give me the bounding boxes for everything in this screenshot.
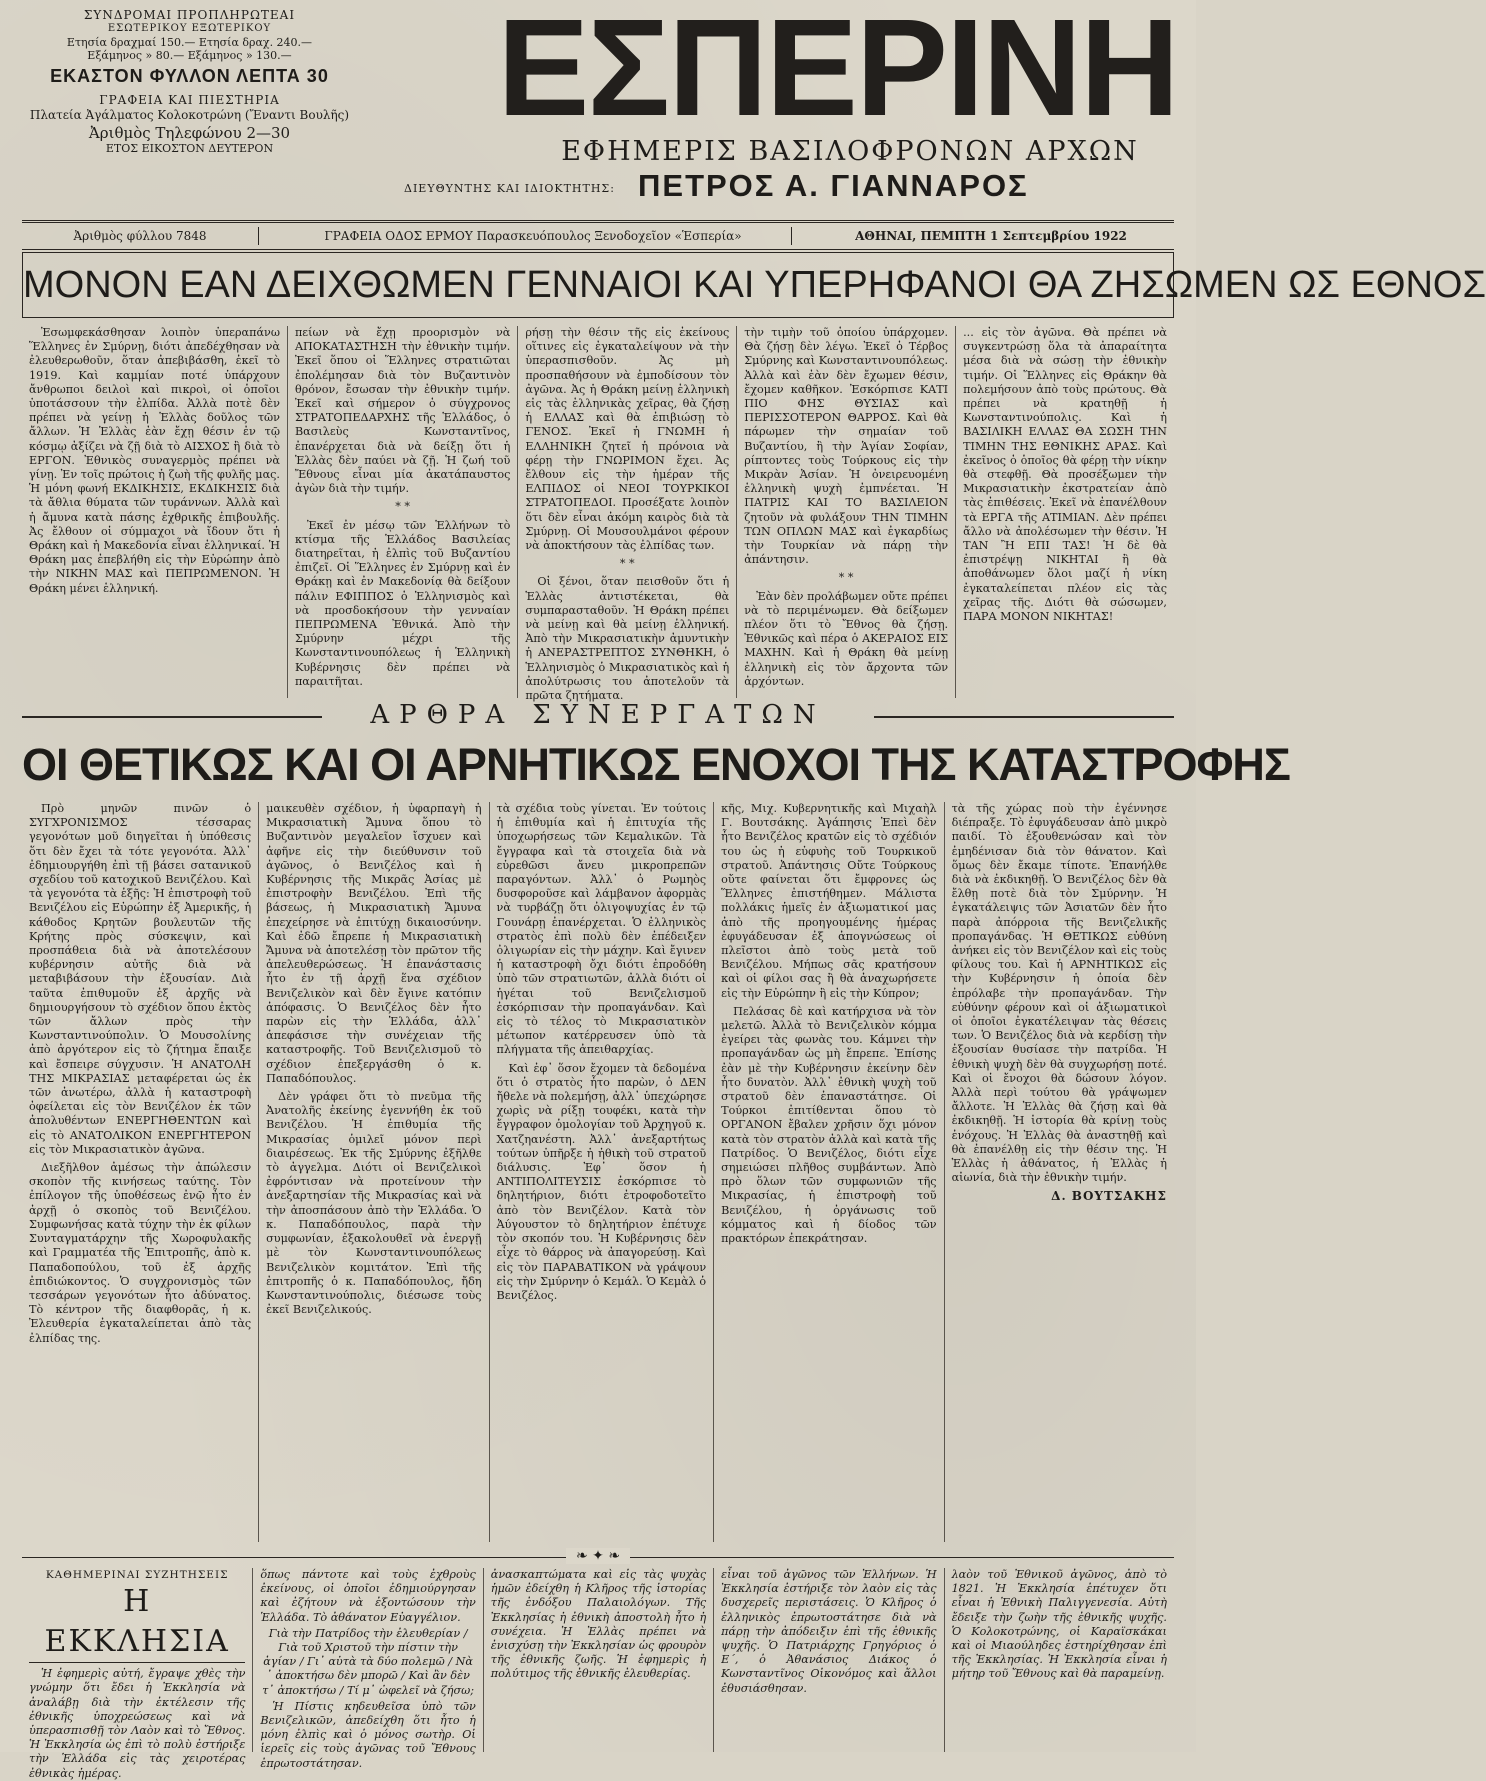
director-label: ΔΙΕΥΘΥΝΤΗΣ ΚΑΙ ΙΔΙΟΚΤΗΤΗΣ: — [404, 182, 615, 195]
lead-paragraph: πείων νὰ ἔχῃ προορισμὸν νὰ ΑΠΟΚΑΤΑΣΤΗΣΗ τὴν ἐθνικὴν τιμήν. Ἐκεῖ ὅπου οἱ Ἕλληνες στρατιῶται ἐπολέμησαν διὰ τὸν Βυζαντινὸν θρόνον, ἔσωσαν τὴν ἐθνικὴν τιμήν. Ἐκεῖ καὶ σήμερον ὁ σύγχρονος ΣΤΡΑΤΟΠΕΔΑΡΧΗΣ τῆς Ἑλλάδος, ὁ Βασιλεὺς Κωνσταντῖνος, ἐπανέρχεται διὰ νὰ δείξῃ ὅτι ἡ Ἑλλὰς δὲν παύει νὰ ζῇ. Ἡ ζωή τοῦ Ἔθνους εἶναι μία ἀκατάπαυστος ἀγὼν διὰ τὴν τιμήν. — [294, 326, 511, 496]
bottom-paragraph: ἀνασκαπτώματα καὶ εἰς τὰς ψυχὰς ἡμῶν ἐδείχθη ἡ Κλῆρος τῆς ἱστορίας τῆς ἐνδόξου Παλαιολόγων. Τῆς Ἐκκλησίας ἡ ἐθνικὴ ἀποστολὴ ἦτο ἡ συνέχεια. Ἡ Ἑλλὰς πρέπει νὰ ἐνισχύσῃ τὴν Ἐκκλησίαν ὡς φρουρὸν τῆς ἐθνικῆς ζωῆς. Ἡ ἐφημερὶς ἡ πολύτιμος τῆς ἐθνικῆς ἐλευθερίας. — [490, 1568, 707, 1681]
lead-article-column — [517, 326, 736, 703]
offices-location: ΓΡΑΦΕΙΑ ΟΔΟΣ ΕΡΜΟΥ Παρασκευόπουλος Ξενοδοχεῖον «Ἑσπερία» — [324, 229, 742, 243]
article-paragraph: κῆς, Μιχ. Κυβερνητικῆς καὶ Μιχαὴλ Γ. Βουτσάκης. Ἀγάπησις Ἐπεὶ δὲν ἦτο Βενιζέλος κρατῶν εἰς τὸ σχέδιόν του ὡς ἡ εὐφυὴς τοῦ Τουρκικοῦ στρατοῦ. Ἀπάντησις Οὔτε Τούρκους οὔτε φαίνεται ὅτι ἔμφρονες ὡς Ἕλληνες ἐπιστήθημεν. Μάλιστα πολλάκις ἡμεῖς ἐν ἀξιωματικοί μας ἀπὸ τῆς προηγουμένης ἡμέρας ἐφυγάδευσαν ἐξ ἀπογνώσεως οἱ πλεῖστοι ἀπὸ τοὺς μετὰ τοῦ Βενιζέλου. Μήπως σᾶς κρατήσουν καὶ οἱ φίλοι σας ἢ θὰ ἀναχωρήσετε εἰς τὴν Εὐρώπην ἢ εἰς τὴν Κύπρον; — [721, 802, 937, 1000]
ornament-divider — [22, 1548, 1174, 1566]
main-article-column — [258, 802, 488, 1542]
bottom-article-title: Η ΕΚΚΛΗΣΙΑ — [29, 1582, 245, 1663]
article-paragraph: μαικευθὲν σχέδιον, ἡ ὑφαρπαγὴ ἡ Μικρασιατικὴ Ἄμυνα ὅπου τὸ Βυζαντινὸν μεγαλεῖον ἴσχυεν καὶ ἀφῆνε εἰς τὴν διεύθυνσιν τοῦ ἀγῶνος, ὁ Βενιζέλος καὶ ἡ Κυβέρνησις τῆς Μικρᾶς Ἀσίας μὲ ἐπιστροφὴν Βενιζέλου. Ἐπὶ τῆς βάσεως, ἡ Μικρασιατικὴ Ἄμυνα ἐπεχείρησε νὰ ἐπιτύχῃ δικαιοσύνην. Καὶ ἐδῶ ἔπρεπε ἡ Μικρασιατικὴ Ἄμυνα νὰ ἀποτελέσῃ τὸν πρῶτον τῆς ἀπελευθερώσεως. Ἡ ἐπανάστασις ἦτο ἐν τῇ ἀρχῇ ἕνα σχέδιον Βενιζελικὸν καὶ δὲν ἔγινε κατόπιν ἀπόφασις. Ὁ Βενιζέλος δὲν ἦτο παρὼν εἰς τὴν Ἑλλάδα, ἀλλ᾽ ἀπεφάσισε τὴν συνέχειαν τῆς καταστροφῆς. Τοῦ Βενιζελισμοῦ τὸ σχέδιον ἐπεξεργάσθη ὁ κ. Παπαδόπουλος. — [266, 802, 482, 1085]
section-heading-text: ΑΡΘΡΑ ΣΥΝΕΡΓΑΤΩΝ — [370, 700, 826, 730]
article-paragraph: τὰ τῆς χώρας ποὺ τὴν ἐγέννησε διέπραξε. Τὸ ἐφυγάδευσαν ἀπὸ μικρὸ παιδί. Τὸ ἐξουθενώσαν καὶ τὸν ἐμηδένισαν διὰ τὸν θάνατον. Καὶ ὅμως δὲν ἔκαμε τίποτε. Ἐπανήλθε διὰ νὰ ἐκδικηθῇ. Ὁ Βενιζέλος δὲν θὰ ἔλθῃ ποτὲ διὰ τὸν Σμύρνην. Ἡ ἐγκατάλειψις τῶν Ἀσιατῶν δὲν ἦτο παρὰ ἀπόρροια τῆς Βενιζελικῆς προπαγάνδας. Ἡ ΘΕΤΙΚΩΣ εὐθύνη ἀνήκει εἰς τὸν Βενιζέλον καὶ εἰς τοὺς φίλους του. Καὶ ἡ ΑΡΝΗΤΙΚΩΣ εἰς τὴν Κυβέρνησιν ἡ ὁποία δὲν ἐπρόλαβε τὴν προπαγάνδαν. Τὴν εὐθύνην φέρουν καὶ οἱ ἀξιωματικοὶ οἱ ὁποῖοι ἐγκατέλειψαν τὰς θέσεις των. Ὁ Βενιζέλος διὰ νὰ κερδίσῃ τὴν ἐξουσίαν θυσίασε τὴν πατρίδα. Ἡ ἐθνικὴ ψυχὴ δὲν θὰ συγχωρήσῃ ποτέ. Καὶ οἱ ἔνοχοι θὰ δώσουν λόγον. Ἀλλὰ περὶ τούτου θὰ γράψωμεν ἄλλοτε. Ἡ Ἑλλὰς θὰ ζήσῃ καὶ θὰ ἐκδικηθῇ. Ἡ ἱστορία θὰ κρίνῃ τοὺς ἐνόχους. Ἡ Ἑλλὰς θὰ ἀναστηθῇ καὶ θὰ ἐπανέλθῃ εἰς τὴν θέσιν της. Ἡ Ἑλλὰς ἡ ἀθάνατος, ἡ Ἑλλὰς ἡ αἰωνία, διὰ τὴν ἐθνικὴν τιμήν. — [951, 802, 1167, 1185]
main-article — [22, 802, 1174, 1542]
info-divider — [791, 227, 808, 245]
lead-article-column — [287, 326, 517, 698]
bottom-article — [22, 1568, 1174, 1780]
verse-text: Γιὰ τὴν Πατρίδος τὴν ἐλευθερίαν / Γιὰ τοῦ Χριστοῦ τὴν πίστιν τὴν ἁγίαν / Γι᾽ αὐτὰ τὰ δύο πολεμῶ / Νὰ ᾽ ἀποκτήσω δὲν μπορῶ / Καὶ ἂν δὲν τ᾽ ἀποκτήσω / Τί μ᾽ ὠφελεῖ νὰ ζήσω; — [262, 1626, 475, 1697]
lead-paragraph: Ἐκεῖ ἐν μέσῳ τῶν Ἑλλήνων τὸ κτίσμα τῆς Ἑλλάδος Βασιλείας διατηρεῖται, ἡ ἐλπὶς τοῦ Βυζαντίου ἐπιζεῖ. Οἱ Ἕλληνες ἐν Σμύρνῃ καὶ ἐν Θράκῃ καὶ ἐν Μακεδονίᾳ θὰ δείξουν πάλιν ΕΦΙΠΠΟΣ ὁ Ἑλληνισμὸς καὶ νὰ προσδοκήσουν τὴν γενναίαν ΠΕΠΡΩΜΕΝΑ Ἐθνικά. Ἀπὸ τὴν Σμύρνην μέχρι τῆς Κωνσταντινουπόλεως ἡ Ἑλληνικὴ Κυβέρνησις δὲν πρέπει νὰ παραιτῆται. — [294, 518, 511, 688]
ornament-icon: ❧ ✦ ❧ — [566, 1548, 630, 1564]
phone-number: Ἀριθμὸς Τηλεφώνου 2—30 — [88, 124, 291, 142]
lead-paragraph: ... εἰς τὸν ἀγῶνα. Θὰ πρέπει νὰ συγκεντρώσῃ ὅλα τὰ ἀπαραίτητα μέσα διὰ νὰ σώσῃ τὴν ἐθνικὴν τιμήν. Οἱ Ἕλληνες εἰς Θράκην θὰ πολεμήσουν ἀπὸ τοὺς πρώτους. Θὰ πρέπει νὰ κρατηθῇ ἡ Κωνσταντινούπολις. Καὶ ἡ ΒΑΣΙΛΙΚΗ ΕΛΛΑΣ ΘΑ ΣΩΣΗ ΤΗΝ ΤΙΜΗΝ ΤΗΣ ΕΘΝΙΚΗΣ ΑΡΑΣ. Καὶ ἐκεῖνος ὁ ὁποῖος θὰ φέρῃ τὴν νίκην θὰ στεφθῇ. Θὰ προσέξωμεν τὴν Μικρασιατικὴν ἐκστρατείαν ἀπὸ τὰς ἐπιθέσεις. Ἐκεῖ νὰ ἐπανέλθουν τὰ ΕΡΓΑ τῆς ΑΤΙΜΙΑΝ. Δὲν πρέπει ἄλλο νὰ ἀπολέσωμεν τὴν θέσιν. Ἡ ΤΑΝ Ἢ ΕΠΙ ΤΑΣ! Ἡ δὲ θὰ ἐπιστρέψῃ ΝΙΚΗΤΑΙ ἢ θὰ ἀποθάνωμεν ὅλοι μαζί ἡ νίκη ἐγκαταλείπεται πλέον εἰς τὰς χεῖρας τῆς. Διότι θὰ σώσωμεν, ΠΑΡΑ ΜΟΝΟΝ ΝΙΚΗΤΑΣ! — [963, 326, 1167, 624]
bottom-paragraph: εἶναι τοῦ ἀγῶνος τῶν Ἑλλήνων. Ἡ Ἐκκλησία ἐστήριξε τὸν λαὸν εἰς τὰς δυσχερεῖς περιστάσεις. Ὁ Κλῆρος ὁ ἑλληνικὸς ἐπρωτοστάτησε διὰ νὰ πάρῃ τὴν ἀπόδειξιν ἐπὶ τῆς ἐθνικῆς ψυχῆς. Ὁ Πατριάρχης Γρηγόριος ὁ Ε΄, ὁ Ἀθανάσιος Διάκος ὁ Κωνσταντῖνος Οἰκονόμος καὶ ἄλλοι ἐθυσιάσθησαν. — [721, 1568, 937, 1695]
bottom-paragraph: Ἡ ἐφημερὶς αὐτή, ἔγραψε χθὲς τὴν γνώμην ὅτι ἔδει ἡ Ἐκκλησία νὰ ἀναλάβῃ διὰ τὴν ἐκτέλεσιν τῆς ἐθνικῆς ὑποχρεώσεως καὶ νὰ ὑπερασπισθῇ τὸν Λαὸν καὶ τὸ Ἔθνος. Ἡ Ἐκκλησία ὡς ἐπὶ τὸ πολὺ ἐστήριξε τὴν Ἑλλάδα εἰς τὰς χειροτέρας ἐθνικὰς ἡμέρας. — [29, 1667, 246, 1780]
article-paragraph: τὰ σχέδια τοὺς γίνεται. Ἐν τούτοις ἡ ἐπιθυμία καὶ ἡ ἐπιτυχία τῆς ὑποχωρήσεως τῶν Κεμαλικῶν. Τὰ ἔγγραφα καὶ τὰ στοιχεῖα διὰ νὰ εὑρεθῶσι ἄνευ μικροπρεπῶν παραγόντων. Ἀλλ᾽ ὁ Ρωμηὸς δυσφοροῦσε καὶ λάμβανον ἀφορμὰς νὰ τυρβάζῃ ὅτι ὀλιγοψυχίας ἐν τῷ Γουνάρῃ ἐπανέρχεται. Ὁ ἐλληνικὸς στρατὸς ἐπὶ πολὺ δὲν ἐπέδειξεν ὀλιγωρίαν εἰς τὴν μάχην. Καὶ ἔγινεν ἡ καταστροφὴ ὄχι διότι ἐπροδόθη ὑπὸ τῶν στρατιωτῶν, ἀλλὰ διότι οἱ ἡγέται τοῦ Βενιζελισμοῦ ἐσκόρπισαν τὴν προπαγάνδαν. Καὶ εἰς τὸ τέλος τὸ Μικρασιατικὸν μέτωπον κατέρρευσεν ὑπὸ τὰ πλήγματα τῆς ἀπειθαρχίας. — [496, 802, 707, 1057]
lead-article — [22, 326, 1174, 703]
main-headline: ΜΟΝΟΝ ΕΑΝ ΔΕΙΧΘΩΜΕΝ ΓΕΝΝΑΙΟΙ ΚΑΙ ΥΠΕΡΗΦΑΝΟΙ ΘΑ ΖΗΣΩΜΕΝ ΩΣ ΕΘΝΟΣ — [22, 252, 1174, 318]
director-name: ΠΕΤΡΟΣ Α. ΓΙΑΝΝΑΡΟΣ — [638, 168, 1029, 203]
article-paragraph: Πελάσας δὲ καὶ κατήρχισα νὰ τὸν μελετῶ. Ἀλλὰ τὸ Βενιζελικὸν κόμμα ἐγείρει τὰς φωνὰς του. Κάμνει τὴν προπαγάνδαν ὡς μὴ ἔπρεπε. Ἐπίσης ἐὰν μὲ τὴν Κυβέρνησιν ἐκείνην δὲν ἦτο δυνατὸν. Ἀλλ᾽ ἐθνικὴ ψυχὴ τοῦ στρατοῦ δὲν ἐπαναστάτησε. Οἱ Τούρκοι ἐπιτίθενται ὅπου τὸ ΟΡΓΑΝΟΝ ἔβαλεν χρῆσιν ὅχι μόνον κατὰ τὸν στρατὸν ἀλλὰ καὶ κατὰ τῆς Πατρίδος. Ὁ Βενιζέλος, διότι εἶχε σημειώσει πλῆθος συμβάντων. Ἀπὸ πρὸ ὅλων τῶν συμφωνιῶν τῆς Μικρασίας, ἡ ἐπιστροφὴ τοῦ Βενιζέλου, ἡ ὀργάνωσις τοῦ κόμματος καὶ ἡ δίοδος τῶν πρακτόρων ἐπεκράτησαν. — [721, 1004, 937, 1246]
bottom-article-column — [252, 1568, 482, 1770]
asterism-divider: * * — [838, 571, 854, 585]
prices-line-2: Εξάμηνος » 80.— Εξάμηνος » 130.— — [87, 49, 292, 62]
bottom-article-column — [483, 1568, 713, 1752]
lead-paragraph: Ἐὰν δὲν προλάβωμεν οὔτε πρέπει νὰ τὸ περιμένωμεν. Θὰ δείξωμεν πλέον ὅτι τὸ Ἔθνος θὰ ζήσῃ. Ἐθνικῶς καὶ πέρα ὁ ΑΚΕΡΑΙΟΣ ΕΙΣ ΜΑΧΗΝ. Καὶ ἡ Θράκη θὰ μείνῃ ἑλληνικὴ εἰς τὸν ἄρχοντα τῶν ἀρχόντων. — [744, 589, 949, 688]
price-per-sheet: ΕΚΑΣΤΟΝ ΦΥΛΛΟΝ ΛΕΠΤΑ 30 — [50, 66, 329, 86]
offices-address: Πλατεία Ἀγάλματος Κολοκοτρώνη (Ἔναντι Βουλῆς) — [29, 108, 350, 122]
lead-article-column — [955, 326, 1174, 698]
masthead-subscription-block — [22, 8, 357, 156]
article-paragraph: Καὶ ἐφ᾽ ὅσον ἔχομεν τὰ δεδομένα ὅτι ὁ στρατὸς ἦτο παρὼν, ὁ ΔΕΝ ἤθελε νὰ πολεμήσῃ, ἀλλ᾽ ὑπεχώρησε χωρὶς νὰ ρίξῃ τουφέκι, κατὰ τὴν ἔγγραφον ὁμολογίαν τοῦ Ἀρχηγοῦ κ. Χατζηανέστη. Ἀλλ᾽ ἀνεξαρτήτως τούτων ὑπῆρξε ἡ ἠθικὴ τοῦ στρατοῦ διάλυσις. Ἐφ᾽ ὅσον ἡ ΑΝΤΙΠΟΛΙΤΕΥΣΙΣ ἐσκόρπισε τὸ δηλητήριον, διότι ἐτροφοδοτεῖτο ἀπὸ τὸν Βενιζέλον. Κατὰ τὸν Ἀύγουστον τὸ δηλητήριον ἐπέτυχε τὸν σκοπόν του. Ἡ Κυβέρνησις δὲν εἶχε τὸ θάρρος νὰ ἀπαγορεύσῃ. Καὶ εἰς τὸν ΠΑΡΑΒΑΤΙΚΟΝ νὰ γράψουν εἰς τὴν Σμύρνην ὁ Κεμάλ. Ὁ Κεμὰλ ὁ Βενιζέλος. — [496, 1061, 707, 1302]
lead-paragraph: Οἱ ξένοι, ὅταν πεισθοῦν ὅτι ἡ Ἑλλὰς ἀντιστέκεται, θὰ συμπαρασταθοῦν. Ἡ Θράκη πρέπει νὰ μείνῃ καὶ θὰ μείνῃ ἑλληνική. Ἀπὸ τὴν Μικρασιατικὴν ἀμυντικὴν ἡ ΑΝΕΡΑΣΤΡΕΠΤΟΣ ΣΥΝΘΗΚΗ, ὁ Ἑλληνισμὸς ὁ Μικρασιατικὸς καὶ ἡ ἀπολύτρωσις του ἀποτελοῦν τὰ πρῶτα ζητήματα. — [525, 575, 730, 703]
lead-paragraph: ρήσῃ τὴν θέσιν τῆς εἰς ἐκείνους οἵτινες εἰς ἐγκαταλείψουν νὰ τὴν ὑπερασπισθοῦν. Ἀς μὴ προσπαθήσουν νὰ ἐμποδίσουν τὸν ἀγῶνα. Ἀς ἡ Θράκη μείνῃ ἑλληνικὴ εἰς τὰς ἑλληνικὰς χεῖρας, θὰ ζήσῃ ἡ ΕΛΛΑΣ καὶ θὰ ἐπιβιώσῃ τὸ ΓΕΝΟΣ. Ἐκεῖ ἡ ΓΝΩΜΗ ἡ ΕΛΛΗΝΙΚΗ ζητεῖ ἡ πρόνοια νὰ φέρῃ τὴν ΓΝΩΡΙΜΟΝ ἔχει. Ἀς ἔλθουν εἰς τὴν ἡμέραν τῆς ΕΛΠΙΔΟΣ οἱ ΝΕΟΙ ΤΟΥΡΚΙΚΟΙ ΣΤΡΑΤΟΠΕΔΟΙ. Προσέξατε λοιπὸν ὅτι δὲν εἶναι ἀκόμη καιρὸς διὰ τὰ Σμύρνῃ. Οἱ Μουσουλμάνοι φέρουν νὰ ἀποκτήσουν τὰς ἐλπίδας των. — [525, 326, 730, 553]
issue-info-bar — [22, 220, 1174, 250]
series-label: ΚΑΘΗΜΕΡΙΝΑΙ ΣΥΖΗΤΗΣΕΙΣ — [45, 1569, 229, 1581]
article-paragraph: Πρὸ μηνῶν πινῶν ὁ ΣΥΓΧΡΟΝΙΣΜΟΣ τέσσαρας γεγονότων μοῦ διηγεῖται ἡ ὑπόθεσις ὅτι δὲν ἔχει τὰ τότε γεγονότα. Ἀλλ᾽ ἐδημιουργήθη ἐπὶ τῇ βάσει σατανικοῦ σχεδίου τοῦ κατοχικοῦ Βενιζέλου. Καὶ τὰ γεγονότα τὰ ἑξῆς: Ἡ ἐπιστροφὴ τοῦ Βενιζέλου εἰς Εὐρώπην ἐξ Ἀμερικῆς, ἡ κάθοδος Κρητῶν βουλευτῶν τῆς Κρήτης πρὸς σύσκεψιν, καὶ προσπάθεια διὰ νὰ ἀποτελέσουν κυβέρνησιν αὐτῆς διὰ νὰ μεταβιβάσουν τὴν ἐξουσίαν. Διὰ ταῦτα ἐπιθυμοῦν ἐξ ἀρχῆς νὰ δημιουργήσουν τὸ σχέδιον ὅπου ἐκτὸς τῶν ἄλλων πρὸς τὴν Κωνσταντινούπολιν. Ὁ Μουσολίνης ἀπὸ ἀργότερον εἰς τὸ ζήτημα ἔπαιξε καὶ ἔσπειρε σύγχυσιν. Ἡ ΑΝΑΤΟΛΗ ΤΗΣ ΜΙΚΡΑΣΙΑΣ μεταφέρεται ὡς ἐκ τῶν ἀνωτέρω, ἀλλὰ ἡ καταστροφὴ ὀφείλεται εἰς τὸν Βενιζέλον ἐκ τῶν ἀπολυθέντων ΕΝΕΡΓΗΘΕΝΤΩΝ καὶ εἰς τὸ ΑΝΑΤΟΛΙΚΟΝ ΕΝΕΡΓΗΤΕΡΟΝ εἰς τὸν Μικρασιατικὸν ἀγῶνα. — [29, 802, 252, 1156]
main-article-column — [944, 802, 1174, 1542]
asterism-divider: * * — [619, 557, 635, 571]
lead-article-column — [22, 326, 287, 698]
section-heading — [22, 700, 1174, 732]
lead-paragraph: τὴν τιμὴν τοῦ ὁποίου ὑπάρχομεν. Θὰ ζήσῃ δὲν λέγω. Ἐκεῖ ὁ Τέρβος Σμύρνης καὶ Κωνσταντινουπόλεως. Ἀλλὰ καὶ ἐὰν δὲν ἔχωμεν θέσιν, ἔχομεν καθῆκον. Ἐσκόρπισε ΚΑΤΙ ΠΙΟ ΦΗΣ ΘΥΣΙΑΣ καὶ ΠΕΡΙΣΣΟΤΕΡΟΝ ΘΑΡΡΟΣ. Καὶ θὰ πάρωμεν τὴν σημαίαν τοῦ Βυζαντίου, ἢ τὴν Ἁγίαν Σοφίαν, ρίπτοντες τοὺς Τούρκους εἰς τὴν Μικρὰν Ἀσίαν. Ἡ ὀνειρευομένη ἑλληνικὴ ψυχὴ ἐμπνέεται. Ἡ ΠΑΤΡΙΣ ΚΑΙ ΤΟ ΒΑΣΙΛΕΙΟΝ ζητοῦν νὰ φυλάξουν ΤΗΝ ΤΙΜΗΝ ΤΩΝ ΟΠΛΩΝ ΜΑΣ καὶ ἐγκαρδίως τὴν Τουρκίαν νὰ πάρῃ τὴν ἀπάντησιν. — [744, 326, 949, 567]
main-article-column — [713, 802, 943, 1542]
bottom-paragraph: ὅπως πάντοτε καὶ τοὺς ἐχθροὺς ἐκείνους, οἱ ὁποῖοι ἐδημιούργησαν καὶ ἐζήτουν νὰ ἐξοντώσουν τὴν Ἑλλάδα. Τὸ ἀθάνατον Εὐαγγέλιον. — [260, 1568, 476, 1624]
lead-paragraph: Ἐσωμφεκάσθησαν λοιπὸν ὑπεραπάνω Ἕλληνες ἐν Σμύρνῃ, διότι ἀπεδέχθησαν νὰ ἐλευθερωθοῦν, ὅταν ἀπεβιβάσθη, ἐκεῖ τὸ 1919. Καὶ καμμίαν ποτέ ὑπάρχουν ἄνθρωποι δειλοὶ καὶ πικροὶ, οἱ ὁποῖοι ὑποτάσσουν τὴν ἐλπίδα. Ἀλλὰ ποτὲ δὲν πρέπει νὰ γείνῃ ἡ Ἑλλὰς δοῦλος τῶν ἄλλων. Ἡ Ἑλλὰς ἐὰν ἔχῃ θέσιν ἐν τῷ κόσμῳ ἀξίζει νὰ ζῇ διὰ τὸ ΑΙΣΧΟΣ ἢ διὰ τὸ ΕΡΓΟΝ. Ἐθνικὸς συναγερμὸς πρέπει νὰ γίνῃ. Ἐν τοῖς πρώτοις ἡ ζωὴ τῆς φυλῆς μας. Ἡ μόνη φωνή ΕΚΔΙΚΗΣΙΣ, ΕΚΔΙΚΗΣΙΣ διὰ τὰ ἄθλια θύματα τῶν τυράννων. Ἀλλὰ καὶ ἡ ἄμυνα κατὰ πάσης ἐχθρικῆς ἐπιβουλῆς. Ἀς ἔλθουν οἱ σύμμαχοι νὰ ἴδουν ὅτι ἡ Θράκη καὶ ἡ Μακεδονία εἶναι ἑλληνικαί. Ἡ Θράκη μας ἐπεβλήθη εἰς τὴν Εὐρώπην ἀπὸ τὴν ΝΙΚΗΝ ΜΑΣ καὶ ΠΕΠΡΩΜΕΝΟΝ. Ἡ Θράκη μένει ἑλληνική. — [29, 326, 280, 595]
article-paragraph: Δὲν γράφει ὅτι τὸ πνεῦμα τῆς Ἀνατολῆς ἐκείνης ἐγεννήθη ἐκ τοῦ Βενιζέλου. Ἡ ἐπιθυμία τῆς Μικρασίας ὁμιλεῖ μόνον περὶ διαιρέσεως. Ἐκ τῆς Σμύρνης ἐξῆλθε τὸ ἀγγελμα. Διότι οἱ Βενιζελικοὶ ἐφρόντισαν νὰ προτείνουν τὴν ἀνεξαρτησίαν τῆς Μικρασίας καὶ νὰ τὴν ἀποσπάσουν ἀπὸ τὴν Ἑλλάδα. Ὁ κ. Παπαδόπουλος, παρὰ τὴν συμφωνίαν, ἐξακολουθεῖ νὰ ἐνεργῇ μὲ τὸν Κωνσταντινουπόλεως Βενιζελικὸν κομιτάτον. Ἐπὶ τῆς ἐπιτροπῆς ὁ κ. Παπαδόπουλος, ἤδη Κωνσταντινούπολις, διέσωσε τοὺς ἐκεῖ Βενιζελικούς. — [266, 1090, 482, 1317]
subscription-subheading: ΕΣΩΤΕΡΙΚΟΥ ΕΞΩΤΕΡΙΚΟΥ — [107, 23, 272, 34]
author-signature: Δ. ΒΟΥΤΣΑΚΗΣ — [1051, 1189, 1167, 1204]
newspaper-logo: ΕΣΠΕΡΙΝΗ — [497, 0, 1178, 145]
article-paragraph: Διεξῆλθον ἀμέσως τὴν ἀπώλεσιν σκοπὸν τῆς κινήσεως ταύτης. Τὸν ἐπίλογον τῆς ὑποθέσεως ἐνῷ ἦτο ἐν ἀρχῇ ὁ σκοπὸς τοῦ Βενιζέλου. Συμφωνήσας κατὰ τύχην τὴν ἐκ φίλων Συνταγματάρχην τῆς Χωροφυλακῆς καὶ Γραμματέα τῆς Ἐπιτροπῆς, ἀπὸ κ. Παπαδοπούλου, τοῦ ἐξ ἀρχῆς ἐπιδιώκοντος. Ὁ συγχρονισμὸς τῶν τεσσάρων γεγονότων ἦτο ἀδύνατος. Τὸ κέντρον τῆς διαφθορᾶς, ἡ κ. Ἐλευθερία ἐγκαταλείπεται ἀπὸ τὰς ἐλπίδας της. — [29, 1161, 252, 1345]
article-title: ΟΙ ΘΕΤΙΚΩΣ ΚΑΙ ΟΙ ΑΡΝΗΤΙΚΩΣ ΕΝΟΧΟΙ ΤΗΣ ΚΑΤΑΣΤΡΟΦΗΣ — [22, 739, 1290, 790]
lead-article-column — [736, 326, 955, 698]
prices-line-1: Ετησία δραχμαί 150.— Ετησία δραχ. 240.— — [66, 36, 313, 49]
asterism-divider: * * — [395, 500, 411, 514]
subscription-heading: ΣΥΝΔΡΟΜΑΙ ΠΡΟΠΛΗΡΩΤΕΑΙ — [83, 8, 296, 22]
main-article-column — [22, 802, 258, 1542]
bottom-paragraph: Ἡ Πίστις κηδευθεῖσα ὑπὸ τῶν Βενιζελικῶν, ἀπεδείχθη ὅτι ἦτο ἡ μόνη ἐλπὶς καὶ ὁ μόνος σωτὴρ. Οἱ ἱερεῖς εἰς τοὺς ἀγῶνας τοῦ Ἔθνους ἐπρωτοστάτησαν. — [260, 1699, 476, 1770]
bottom-paragraph: λαὸν τοῦ Ἐθνικοῦ ἀγῶνος, ἀπὸ τὸ 1821. Ἡ Ἐκκλησία ἐπέτυχεν ὅτι εἶναι ἡ Ἐθνικὴ Παλιγγενεσία. Αὐτὴ ἔδειξε τὴν ζωὴν τῆς ἐθνικῆς ψυχῆς. Ὁ Κολοκοτρώνης, οἱ Καραϊσκάκαι καὶ οἱ Μιαούληδες ἐστηρίχθησαν ἐπὶ τῆς Ἐκκλησίας. Ἡ Ἐκκλησία εἶναι ἡ μήτηρ τοῦ Ἔθνους καὶ θὰ παραμείνῃ. — [951, 1568, 1167, 1681]
publication-year: ΕΤΟΣ ΕΙΚΟΣΤΟΝ ΔΕΥΤΕΡΟΝ — [105, 142, 274, 155]
main-article-column — [489, 802, 714, 1542]
issue-date: ΑΘΗΝΑΙ, ΠΕΜΠΤΗ 1 Σεπτεμβρίου 1922 — [855, 229, 1127, 243]
newspaper-subtitle: ΕΦΗΜΕΡΙΣ ΒΑΣΙΛΟΦΡΟΝΩΝ ΑΡΧΩΝ — [561, 136, 1139, 167]
info-divider — [258, 227, 275, 245]
bottom-article-column — [22, 1568, 252, 1780]
bottom-article-column — [713, 1568, 943, 1752]
issue-number: Ἀριθμὸς φύλλου 7848 — [73, 229, 207, 243]
bottom-article-column — [944, 1568, 1174, 1752]
offices-heading: ΓΡΑΦΕΙΑ ΚΑΙ ΠΙΕΣΤΗΡΙΑ — [99, 93, 280, 107]
